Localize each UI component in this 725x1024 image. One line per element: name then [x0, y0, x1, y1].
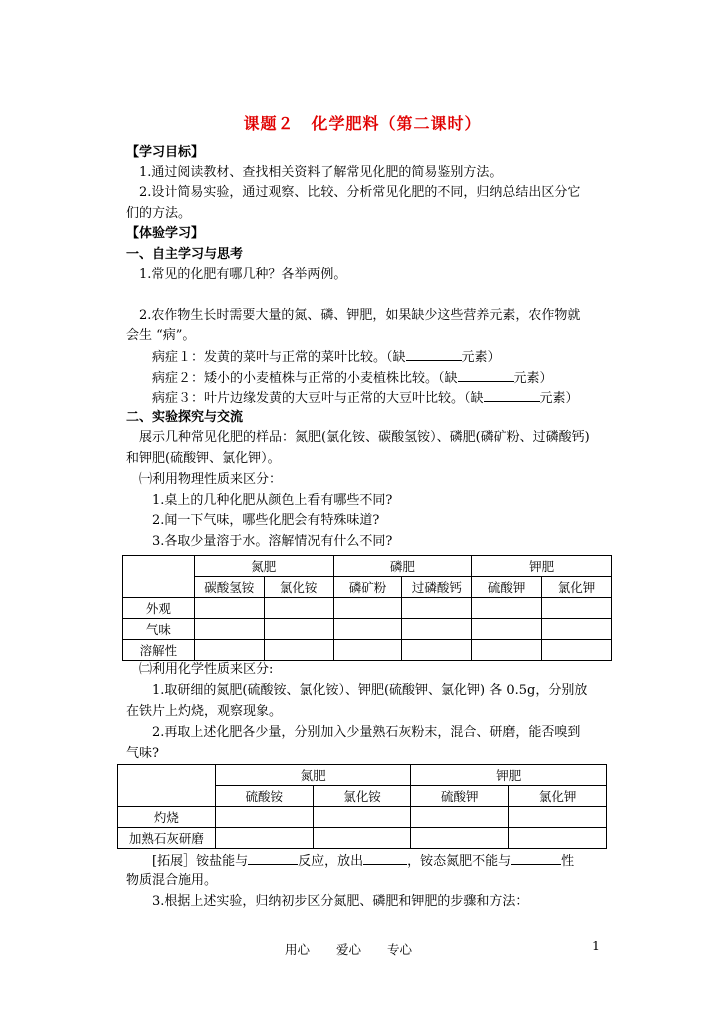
- symptom-3: 病症３：叶片边缘发黄的大豆叶与正常的大豆叶比较。（缺 元素）: [152, 391, 579, 406]
- answer-cell[interactable]: [402, 598, 472, 619]
- answer-cell[interactable]: [542, 619, 612, 640]
- fill-blank[interactable]: [406, 348, 462, 361]
- table-column-header: 硫酸钾: [472, 577, 542, 598]
- row-header: 溶解性: [123, 640, 195, 661]
- goal-2-line-1: 2.设计简易实验，通过观察、比较、分析常见化肥的不同，归纳总结出区分它: [139, 185, 581, 200]
- answer-cell[interactable]: [194, 619, 264, 640]
- footer-text: 爱心: [336, 942, 362, 957]
- answer-cell[interactable]: [333, 598, 402, 619]
- table-row: [123, 598, 612, 619]
- chemical-properties-heading: ㈡利用化学性质来区分:: [139, 662, 274, 677]
- answer-cell[interactable]: [194, 598, 264, 619]
- physical-properties-table: [122, 555, 612, 661]
- physical-properties-heading: ㈠利用物理性质来区分：: [139, 472, 283, 487]
- intro-line-2: 和钾肥(硫酸钾、氯化钾）。: [126, 451, 281, 466]
- chemical-step-1-line-1: 1.取研细的氮肥(硫酸铵、氯化铵）、钾肥(硫酸钾、氯化钾) 各 0.5g，分别放: [152, 683, 588, 698]
- question-1: 1.常见的化肥有哪几种？各举两例。: [139, 267, 347, 282]
- fill-blank[interactable]: [484, 389, 540, 402]
- physical-step-2: 2.闻一下气味，哪些化肥会有特殊味道?: [152, 513, 380, 528]
- intro-line-1: 展示几种常见化肥的样品：氮肥(氯化铵、碳酸氢铵）、磷肥(磷矿粉、过磷酸钙): [139, 430, 590, 445]
- table-row: [118, 828, 607, 849]
- answer-cell[interactable]: [313, 828, 411, 849]
- answer-cell[interactable]: [313, 807, 411, 828]
- chemical-step-3: 3.根据上述实验，归纳初步区分氮肥、磷肥和钾肥的步骤和方法：: [152, 894, 529, 909]
- table-corner-cell: [123, 556, 195, 598]
- fill-blank[interactable]: [363, 852, 407, 865]
- table-row: [118, 807, 607, 828]
- answer-cell[interactable]: [264, 598, 333, 619]
- table-row: [123, 640, 612, 661]
- footer-text: 专心: [387, 942, 413, 957]
- row-header: 加熟石灰研磨: [118, 828, 216, 849]
- part-1-heading: 一、自主学习与思考: [126, 247, 244, 262]
- answer-cell[interactable]: [472, 598, 542, 619]
- table-column-header: 硫酸铵: [215, 786, 313, 807]
- table-group-header: 钾肥: [411, 765, 607, 786]
- table-column-header: 氯化铵: [264, 577, 333, 598]
- extension-line-1: [拓展］铵盐能与 反应，放出 ，铵态氮肥不能与 性: [152, 854, 575, 869]
- extension-line-2: 物质混合施用。: [126, 873, 218, 888]
- chemical-step-1-line-2: 在铁片上灼烧，观察现象。: [126, 704, 283, 719]
- chemical-step-2-line-1: 2.再取上述化肥各少量，分别加入少量熟石灰粉末，混合、研磨，能否嗅到: [152, 725, 581, 740]
- answer-cell[interactable]: [411, 807, 509, 828]
- fill-blank[interactable]: [458, 369, 514, 382]
- answer-cell[interactable]: [472, 619, 542, 640]
- answer-cell[interactable]: [509, 828, 607, 849]
- row-header: 外观: [123, 598, 195, 619]
- table-column-header: 磷矿粉: [333, 577, 402, 598]
- physical-step-3: 3.各取少量溶于水。溶解情况有什么不同?: [152, 534, 393, 549]
- physical-step-1: 1.桌上的几种化肥从颜色上看有哪些不同?: [152, 493, 393, 508]
- section-learning-goals: 【学习目标】: [126, 145, 205, 160]
- symptom-1: 病症１：发黄的菜叶与正常的菜叶比较。（缺 元素）: [152, 350, 501, 365]
- answer-cell[interactable]: [472, 640, 542, 661]
- answer-cell[interactable]: [542, 598, 612, 619]
- answer-cell[interactable]: [264, 640, 333, 661]
- goal-1: 1.通过阅读教材、查找相关资料了解常见化肥的简易鉴别方法。: [139, 165, 503, 180]
- answer-cell[interactable]: [194, 640, 264, 661]
- table-group-header: 钾肥: [472, 556, 612, 577]
- page-footer: [285, 940, 434, 958]
- answer-cell[interactable]: [333, 619, 402, 640]
- answer-cell[interactable]: [509, 807, 607, 828]
- table-column-header: 过磷酸钙: [402, 577, 472, 598]
- chemical-properties-table: [117, 764, 607, 849]
- table-column-header: 氯化铵: [313, 786, 411, 807]
- goal-2-line-2: 们的方法。: [126, 206, 192, 221]
- answer-cell[interactable]: [264, 619, 333, 640]
- answer-cell[interactable]: [333, 640, 402, 661]
- question-2-line-1: 2.农作物生长时需要大量的氮、磷、钾肥，如果缺少这些营养元素，农作物就: [139, 308, 581, 323]
- answer-cell[interactable]: [215, 828, 313, 849]
- answer-cell[interactable]: [411, 828, 509, 849]
- table-column-header: 硫酸钾: [411, 786, 509, 807]
- table-column-header: 氯化钾: [509, 786, 607, 807]
- symptom-2: 病症２：矮小的小麦植株与正常的小麦植株比较。（缺 元素）: [152, 371, 553, 386]
- footer-text: 用心: [285, 942, 311, 957]
- table-group-header: 氮肥: [215, 765, 411, 786]
- page-number: 1: [592, 938, 600, 953]
- question-2-line-2: 会生 “病”。: [126, 328, 196, 343]
- answer-cell[interactable]: [542, 640, 612, 661]
- answer-cell[interactable]: [402, 619, 472, 640]
- part-2-heading: 二、实验探究与交流: [126, 410, 244, 425]
- table-column-header: 碳酸氢铵: [194, 577, 264, 598]
- table-group-header: 磷肥: [333, 556, 472, 577]
- answer-cell[interactable]: [215, 807, 313, 828]
- fill-blank[interactable]: [511, 852, 561, 865]
- page-title: 课题２ 化学肥料（第二课时）: [243, 114, 482, 133]
- chemical-step-2-line-2: 气味?: [126, 746, 159, 761]
- row-header: 气味: [123, 619, 195, 640]
- table-column-header: 氯化钾: [542, 577, 612, 598]
- table-row: [123, 619, 612, 640]
- row-header: 灼烧: [118, 807, 216, 828]
- section-experience-learning: 【体验学习】: [126, 226, 205, 241]
- answer-cell[interactable]: [402, 640, 472, 661]
- table-corner-cell: [118, 765, 216, 807]
- table-group-header: 氮肥: [194, 556, 333, 577]
- fill-blank[interactable]: [248, 852, 298, 865]
